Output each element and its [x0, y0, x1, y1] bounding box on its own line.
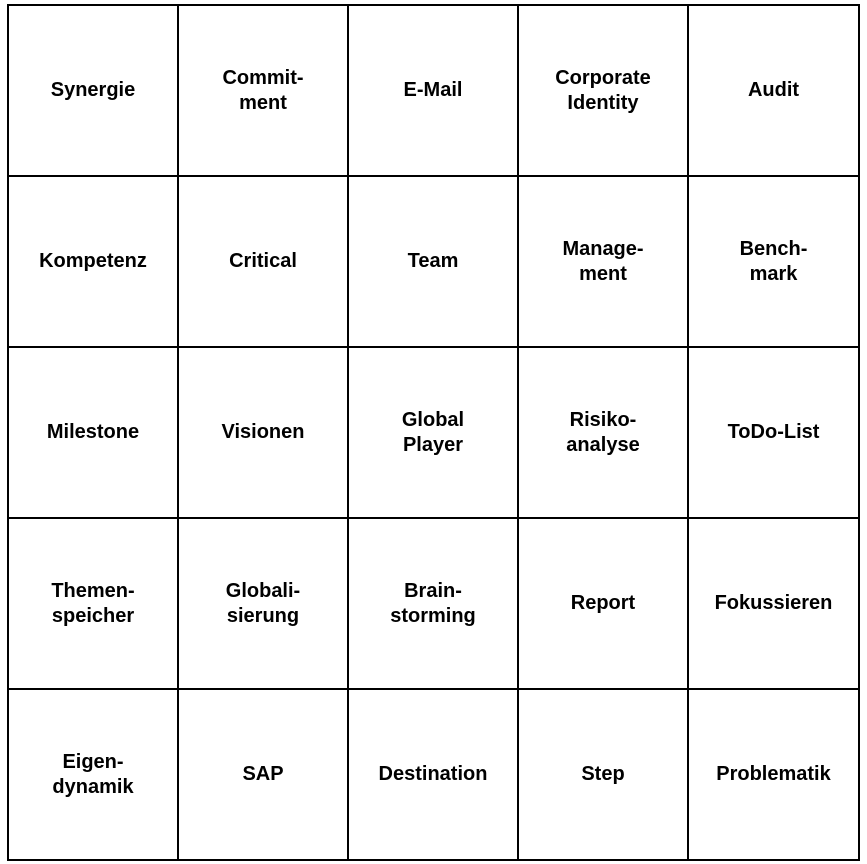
cell-label: Report — [570, 592, 636, 614]
grid-cell — [519, 177, 689, 348]
grid-cell — [179, 6, 349, 177]
cell-label: Fokussieren — [714, 592, 833, 614]
cell-label: Commit- ment — [222, 66, 304, 114]
grid-cell — [349, 519, 519, 690]
grid-cell — [9, 348, 179, 519]
grid-cell — [179, 177, 349, 348]
cell-label: Step — [581, 763, 625, 785]
cell-label: Themen- speicher — [51, 579, 135, 627]
grid-cell — [9, 177, 179, 348]
grid-cell — [349, 177, 519, 348]
cell-label: Corporate Identity — [555, 66, 651, 114]
cell-label: Brain- storming — [390, 579, 476, 627]
cell-label: Audit — [747, 79, 800, 101]
grid-cell — [689, 348, 860, 519]
cell-label: Manage- ment — [562, 237, 644, 285]
grid-cell — [179, 348, 349, 519]
cell-label: Kompetenz — [39, 250, 147, 272]
grid-cell — [9, 6, 179, 177]
cell-label: Destination — [378, 763, 488, 785]
cell-label: Risiko- analyse — [566, 408, 640, 456]
cell-label: Eigen- dynamik — [52, 750, 134, 798]
cell-label: Global Player — [401, 408, 465, 456]
grid-cell — [9, 519, 179, 690]
grid-cell — [349, 690, 519, 861]
grid-cell — [519, 348, 689, 519]
cell-label: Bench- mark — [739, 237, 808, 285]
cell-label: Synergie — [50, 79, 136, 101]
cell-label: ToDo-List — [727, 421, 820, 443]
bingo-grid — [7, 4, 860, 861]
cell-label: E-Mail — [403, 79, 463, 101]
grid-cell — [519, 6, 689, 177]
grid-cell — [689, 519, 860, 690]
grid-cell — [689, 6, 860, 177]
cell-label: SAP — [242, 763, 284, 785]
grid-cell — [179, 690, 349, 861]
grid-cell — [349, 6, 519, 177]
cell-label: Problematik — [716, 763, 831, 785]
cell-label: Team — [407, 250, 459, 272]
cell-label: Critical — [229, 250, 297, 272]
cell-label: Milestone — [46, 421, 140, 443]
grid-cell — [519, 519, 689, 690]
cell-label: Globali- sierung — [225, 579, 301, 627]
grid-cell — [349, 348, 519, 519]
grid-cell — [179, 519, 349, 690]
grid-cell — [9, 690, 179, 861]
grid-cell — [689, 177, 860, 348]
cell-label: Visionen — [221, 421, 305, 443]
grid-cell — [689, 690, 860, 861]
grid-cell — [519, 690, 689, 861]
